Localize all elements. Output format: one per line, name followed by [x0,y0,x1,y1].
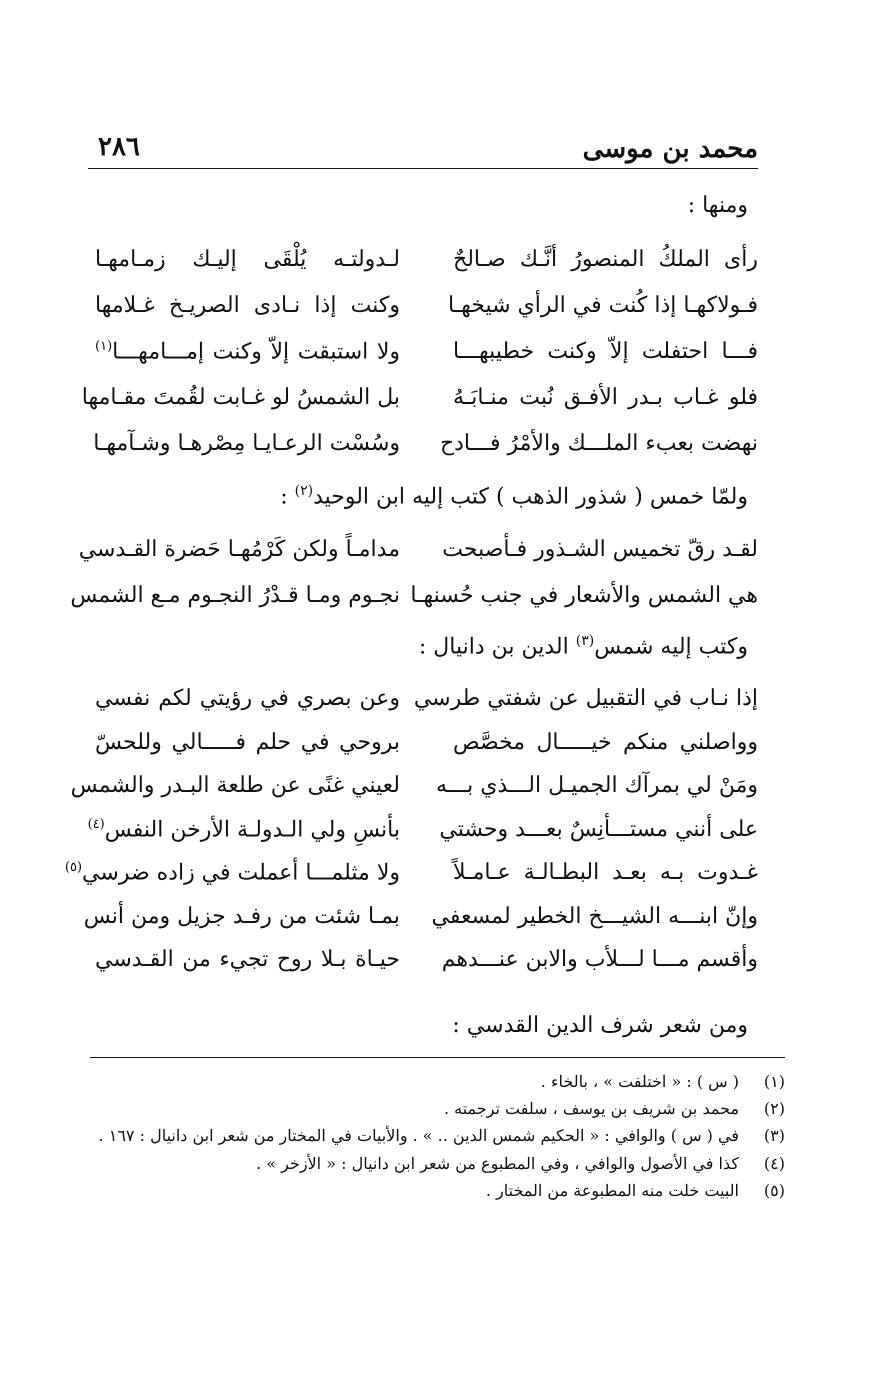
footnote-item [85,1150,785,1177]
verse-first-hemistich: غـدوت بـه بعـد البطـالـة عـامـلاً [453,860,758,885]
footnote-marker: (١) [95,339,113,354]
verse-first-hemistich: هي الشمس والأشعار في جنب حُسنهـا [410,583,758,608]
section-intro-3 [419,633,748,659]
verse-first-hemistich: وإنّ ابنـــه الشيـــخ الخطير لمسعفي [431,903,758,929]
intro-end: : [280,484,295,510]
footnote-item [85,1095,785,1122]
verse-first-hemistich: لقـد رقّ تخميس الشـذور فـأصبحت [442,537,758,562]
verse-line [70,583,758,629]
footnote-text: كذا في الأصول والوافي ، وفي المطبوع من شعر ابن دانيال : « الأزخر » . [256,1153,739,1173]
verse-first-hemistich: رأى الملكُ المنصورُ أنَّـك صـالحٌ [453,247,758,272]
footnote-item [85,1068,785,1095]
intro-text: ولمّا خمس ( شذور الذهب ) كتب إليه ابن الوحيد [313,484,748,510]
footnote-text: في ( س ) والوافي : « الحكيم شمس الدين .. » . والأبيات في المختار من شعر ابن دانيال : ١٦٧ . [98,1126,739,1146]
verse-second-hemistich: بل الشمسُ لو غـابت لقُمتَ مقـامها [81,385,400,410]
verse-line [95,730,758,774]
footnote-item [85,1177,785,1204]
footnote-text: البيت خلت منه المطبوعة من المختار . [485,1180,739,1200]
verse-second-hemistich: لعيني غنًى عن طلعة البـدر والشمس [70,773,400,798]
poem-1 [81,247,758,477]
intro-text: الدين بن دانيال : [418,634,576,660]
running-title: محمد بن موسى [582,134,758,164]
verse-second-hemistich: مدامـاً ولكن كَرْمُهـا حَضرة القـدسي [78,537,400,562]
footnote-number: (٣) [763,1126,785,1146]
verse-first-hemistich: نهضت بعبء الملـــك والأمْرُ فـــادح [439,431,758,456]
intro-text: وكتب إليه شمس [594,634,748,660]
verse-line [95,339,758,385]
footnote-marker: (٢) [294,483,314,499]
verse-first-hemistich: فـــا احتفلت إلاّ وكنت خطيبهـــا [453,339,758,364]
verse-line [78,537,758,583]
footnote-divider [90,1057,785,1058]
footnote-marker: (٣) [575,633,595,649]
page-number: ٢٨٦ [98,132,140,162]
poem-3 [64,686,758,991]
verse-line [95,686,758,730]
footnote-marker: (٤) [87,816,105,832]
verse-first-hemistich: ومَنْ لي بمرآك الجميـل الـــذي بـــه [435,773,758,798]
verse-line [64,860,758,904]
verse-second-hemistich [95,339,400,385]
verse-text: ولا استبقت إلاّ وكنت إمـــامهـــا [112,339,400,365]
verse-first-hemistich: وواصلني منكم خيـــــال مخصَّص [453,729,758,755]
verse-line [95,293,758,339]
footnote-marker: (٥) [64,860,83,875]
verse-first-hemistich: فلو غـاب بـدر الأفـق نُبت منـابَـهُ [453,385,758,410]
footnotes [85,1068,785,1204]
verse-second-hemistich [87,816,400,861]
footnote-number: (١) [763,1072,785,1091]
verse-second-hemistich: لـدولتـه يُلْقَى إليـك زمـامهـا [95,247,400,272]
verse-second-hemistich: بروحي في حلم فـــــالي وللحسّ [95,729,400,755]
verse-first-hemistich: إذا نـاب في التقبيل عن شفتي طرسي [413,686,758,711]
verse-line [95,947,758,991]
verse-text: ولا مثلمـــا أعملت في زاده ضرسي [82,860,400,886]
section-intro-4: ومن شعر شرف الدين القدسي : [452,1013,748,1038]
verse-line [83,903,758,948]
verse-second-hemistich: حيـاة بـلا روح تجيء من القـدسي [95,947,400,972]
poem-2 [70,537,758,629]
footnote-number: (٢) [763,1099,785,1119]
verse-second-hemistich: نجـوم ومـا قـدْرُ النجـوم مـع الشمس [70,583,400,608]
verse-first-hemistich: على أنني مستـــأنِسٌ بعـــد وحشتي [439,816,758,842]
verse-second-hemistich: وعن بصري في رؤيتي لكم نفسي [95,686,400,711]
verse-second-hemistich: وكنت إذا نـادى الصريـخ غـلامها [95,293,400,318]
verse-line [95,431,758,477]
verse-first-hemistich: فـولاكهـا إذا كُنت في الرأي شيخهـا [447,293,758,318]
footnote-number: (٥) [763,1180,785,1200]
verse-second-hemistich [64,860,400,904]
verse-first-hemistich: وأقسم مـــا لـــلأب والابن عنـــدهم [441,947,758,972]
verse-line [81,385,758,431]
footnote-text: محمد بن شريف بن يوسف ، سلفت ترجمته . [443,1099,739,1119]
verse-text: بأنسِ ولي الـدولـة الأرخن النفس [104,816,400,842]
section-intro-1: ومنها : [687,193,748,218]
verse-second-hemistich: بمـا شئت من رفـد جزيل ومن أنس [83,903,400,929]
section-intro-2 [280,483,748,509]
verse-second-hemistich: وسُسْت الرعـايـا مِصْرهـا وشـآمهـا [93,431,400,456]
page-header [88,132,758,169]
footnote-number: (٤) [763,1153,785,1173]
verse-line [87,816,758,861]
footnote-text: ( س ) : « اختلفت » ، بالخاء . [540,1072,739,1091]
verse-line [70,773,758,817]
footnote-item [85,1122,785,1149]
verse-line [95,247,758,293]
